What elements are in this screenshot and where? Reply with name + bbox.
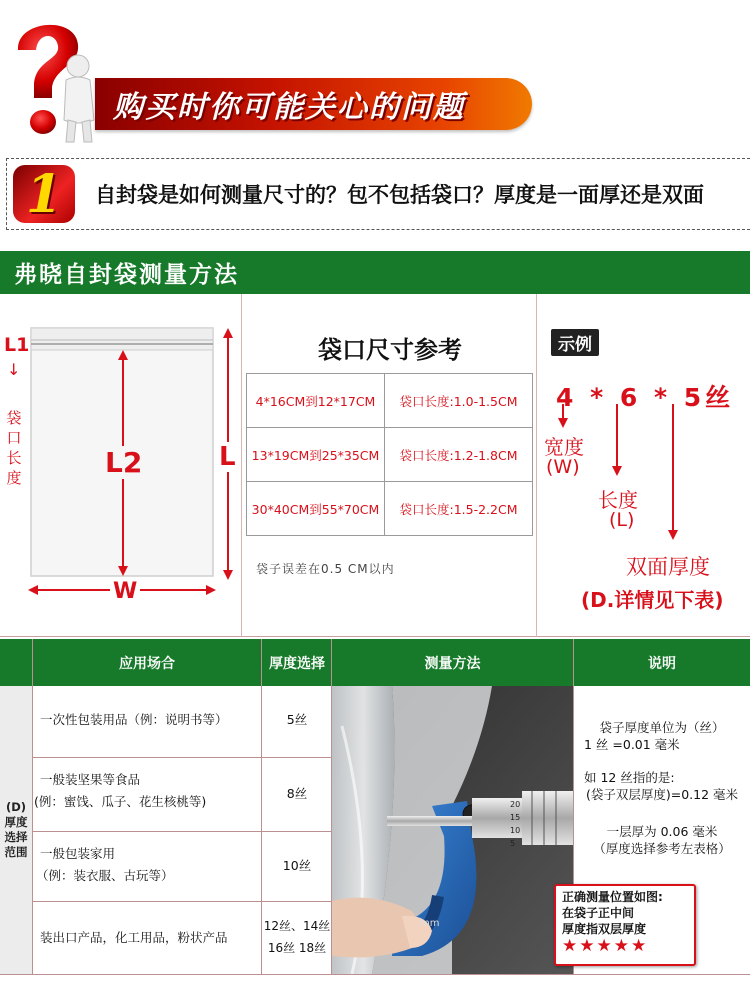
- grid-line: [32, 639, 33, 974]
- question-number-badge: [13, 165, 75, 223]
- thickness-arrow-head: [668, 530, 678, 540]
- length-arrow-head: [612, 466, 622, 476]
- banner-title: 购买时你可能关心的问题: [113, 90, 465, 125]
- size-range-cell: 13*19CM到25*35CM: [247, 428, 385, 482]
- header-usage: 应用场合: [119, 655, 175, 672]
- bag-zipper-strip: [31, 328, 213, 350]
- thickness-cell: 12丝、14丝 16丝 18丝: [263, 919, 331, 955]
- mouth-length-vertical: 袋 口 长 度: [6, 409, 22, 487]
- explanation-single-layer: 一层厚为 0.06 毫米 （厚度选择参考左表格）: [593, 824, 731, 856]
- usage-cell: 一次性包装用品（例：说明书等）: [40, 712, 228, 727]
- mouth-length-cell: 袋口长度:1.2-1.8CM: [385, 428, 533, 482]
- usage-cell: 一般包装家用 （例：装衣服、古玩等）: [36, 846, 174, 883]
- usage-cell: 一般装坚果等食品 (例：蜜饯、瓜子、花生核桃等): [34, 772, 207, 809]
- callout-line: 在袋子正中间: [562, 906, 635, 920]
- header-explanation: 说明: [648, 655, 676, 672]
- micrometer-unit: mm: [420, 918, 440, 929]
- usage-cell: 装出口产品，化工用品，粉状产品: [40, 930, 228, 945]
- grid-line: [32, 757, 332, 758]
- w-arrow-head-right: [206, 585, 216, 595]
- l2-label: L2: [105, 446, 143, 479]
- table-row: [247, 482, 533, 536]
- explanation-example: 如 12 丝指的是: (袋子双层厚度)=0.12 毫米: [584, 770, 739, 802]
- measurement-photo: [332, 686, 573, 974]
- thickness-range-label: (D) 厚度 选择 范围: [0, 686, 32, 974]
- size-reference-table: [246, 373, 533, 536]
- question-text: 自封袋是如何测量尺寸的？包不包括袋口？厚度是一面厚还是双面: [95, 182, 704, 207]
- length-label: 长度: [598, 488, 638, 512]
- table-row: [247, 428, 533, 482]
- size-range-cell: 30*40CM到55*70CM: [247, 482, 385, 536]
- width-abbr: (W): [546, 456, 580, 478]
- l-arrow-head-top: [223, 328, 233, 338]
- rating-stars: ★★★★★: [562, 936, 649, 956]
- header: [0, 0, 750, 225]
- grid-line: [32, 901, 332, 902]
- w-arrow-head-left: [28, 585, 38, 595]
- section-title: 弗晓自封袋测量方法: [14, 262, 239, 288]
- width-arrow-head: [558, 418, 568, 428]
- question-mark-figure-icon: [6, 10, 101, 145]
- table-row: [247, 374, 533, 428]
- size-tolerance-note: 袋子误差在0.5 CM以内: [256, 562, 395, 576]
- thickness-label: 双面厚度: [626, 555, 710, 579]
- w-label: W: [110, 579, 140, 604]
- grid-line: [32, 831, 332, 832]
- thickness-cell: 10丝: [282, 858, 312, 873]
- l1-arrow: ↓: [7, 360, 21, 379]
- example-tag: 示例: [551, 329, 599, 356]
- micrometer-scale: 20 15 10 5: [510, 800, 521, 848]
- mouth-length-cell: 袋口长度:1.0-1.5CM: [385, 374, 533, 428]
- question-number: 1: [25, 163, 63, 225]
- question-box: [6, 158, 750, 230]
- mouth-length-cell: 袋口长度:1.5-2.2CM: [385, 482, 533, 536]
- example-formula: 4 * 6 * 5丝: [556, 383, 735, 412]
- section-bar: [0, 251, 750, 294]
- l1-label: L1: [4, 334, 30, 356]
- thickness-cell: 8丝: [286, 786, 308, 801]
- micrometer-illustration: [332, 686, 573, 974]
- thickness-note: (D.详情见下表): [581, 588, 724, 612]
- header-thickness: 厚度选择: [269, 655, 325, 672]
- measurement-callout: [554, 884, 696, 966]
- size-reference-title: 袋口尺寸参考: [318, 336, 462, 364]
- width-label: 宽度: [544, 435, 584, 459]
- l-arrow-head-bottom: [223, 570, 233, 580]
- grid-line: [0, 974, 750, 975]
- explanation-unit: 袋子厚度单位为（丝） 1 丝 =0.01 毫米: [584, 720, 725, 752]
- thickness-cell: 5丝: [286, 712, 308, 727]
- size-range-cell: 4*16CM到12*17CM: [247, 374, 385, 428]
- header-method: 测量方法: [424, 655, 481, 672]
- banner: [95, 78, 532, 130]
- length-abbr: (L): [609, 509, 635, 531]
- panel-divider: [241, 294, 242, 637]
- callout-line: 厚度指双层厚度: [562, 922, 647, 936]
- callout-line: 正确测量位置如图:: [562, 890, 663, 904]
- l-label: L: [219, 442, 236, 472]
